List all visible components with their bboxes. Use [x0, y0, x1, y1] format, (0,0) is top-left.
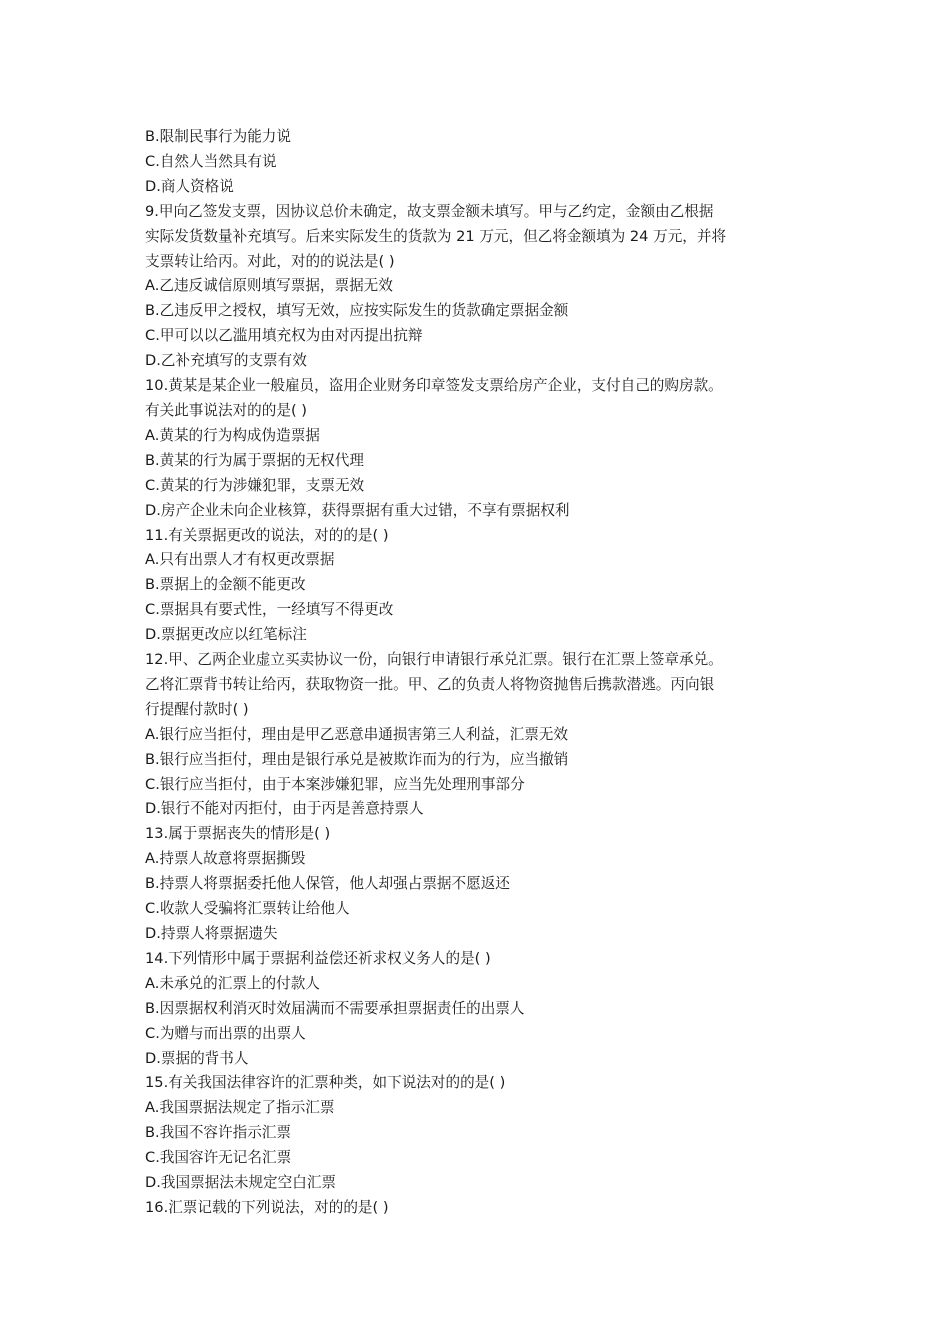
document-body — [145, 125, 810, 1221]
text-line: B.黄某的行为属于票据的无权代理 — [145, 451, 364, 469]
text-line: C.自然人当然具有说 — [145, 152, 277, 170]
text-line: D.我国票据法未规定空白汇票 — [145, 1174, 337, 1192]
text-line: A.持票人故意将票据撕毁 — [145, 850, 306, 868]
text-line: A.乙违反诚信原则填写票据，票据无效 — [145, 277, 393, 295]
text-line: D.票据更改应以红笔标注 — [145, 626, 307, 644]
text-line: A.我国票据法规定了指示汇票 — [145, 1099, 335, 1117]
text-line: C.票据具有要式性，一经填写不得更改 — [145, 601, 394, 619]
text-line: D.商人资格说 — [145, 177, 234, 195]
text-line: 实际发货数量补充填写。后来实际发生的货款为 21 万元，但乙将金额填为 24 万元，并将 — [145, 227, 727, 245]
text-line: 13.属于票据丧失的情形是( ) — [145, 825, 331, 843]
text-line: B.票据上的金额不能更改 — [145, 576, 306, 594]
text-line: 11.有关票据更改的说法，对的的是( ) — [145, 526, 389, 544]
text-line: 乙将汇票背书转让给丙，获取物资一批。甲、乙的负责人将物资抛售后携款潜逃。丙向银 — [145, 675, 715, 693]
text-line: A.银行应当拒付，理由是甲乙恶意串通损害第三人利益，汇票无效 — [145, 725, 568, 743]
text-line: C.甲可以以乙滥用填充权为由对丙提出抗辩 — [145, 327, 423, 345]
text-line: D.乙补充填写的支票有效 — [145, 352, 307, 370]
text-line: C.黄某的行为涉嫌犯罪，支票无效 — [145, 476, 365, 494]
text-line: A.未承兑的汇票上的付款人 — [145, 974, 320, 992]
text-line: B.乙违反甲之授权，填写无效，应按实际发生的货款确定票据金额 — [145, 302, 569, 320]
text-line: C.银行应当拒付，由于本案涉嫌犯罪，应当先处理刑事部分 — [145, 775, 525, 793]
text-line: A.只有出票人才有权更改票据 — [145, 551, 335, 569]
text-line: C.我国容许无记名汇票 — [145, 1149, 292, 1167]
text-line: B.限制民事行为能力说 — [145, 128, 291, 145]
text-line: D.银行不能对丙拒付，由于丙是善意持票人 — [145, 800, 424, 818]
text-line: C.为赠与而出票的出票人 — [145, 1024, 306, 1042]
text-line: B.银行应当拒付，理由是银行承兑是被欺诈而为的行为，应当撤销 — [145, 750, 569, 768]
text-line: D.持票人将票据遗失 — [145, 925, 278, 942]
text-line: D.房产企业未向企业核算，获得票据有重大过错，不享有票据权利 — [145, 501, 570, 519]
text-line: B.因票据权利消灭时效届满而不需要承担票据责任的出票人 — [145, 999, 525, 1017]
text-line: 有关此事说法对的的是( ) — [145, 401, 307, 419]
text-line: C.收款人受骗将汇票转让给他人 — [145, 900, 350, 918]
text-line: D.票据的背书人 — [145, 1049, 249, 1067]
text-line: 行提醒付款时( ) — [145, 700, 249, 718]
text-line: 12.甲、乙两企业虚立买卖协议一份，向银行申请银行承兑汇票。银行在汇票上签章承兑。 — [145, 651, 723, 669]
text-line: B.持票人将票据委托他人保管，他人却强占票据不愿返还 — [145, 875, 510, 893]
text-line: B.我国不容许指示汇票 — [145, 1124, 291, 1142]
text-line: 15.有关我国法律容许的汇票种类，如下说法对的的是( ) — [145, 1074, 506, 1092]
text-line: 14.下列情形中属于票据利益偿还祈求权义务人的是( ) — [145, 949, 491, 967]
text-line: 16.汇票记载的下列说法，对的的是( ) — [145, 1198, 389, 1216]
text-line: 10.黄某是某企业一般雇员，盗用企业财务印章签发支票给房产企业，支付自己的购房款。 — [145, 377, 723, 395]
text-line: 9.甲向乙签发支票，因协议总价未确定，故支票金额未填写。甲与乙约定，金额由乙根据 — [145, 202, 714, 220]
text-line: 支票转让给丙。对此，对的的说法是( ) — [145, 252, 395, 270]
text-line: A.黄某的行为构成伪造票据 — [145, 426, 320, 444]
